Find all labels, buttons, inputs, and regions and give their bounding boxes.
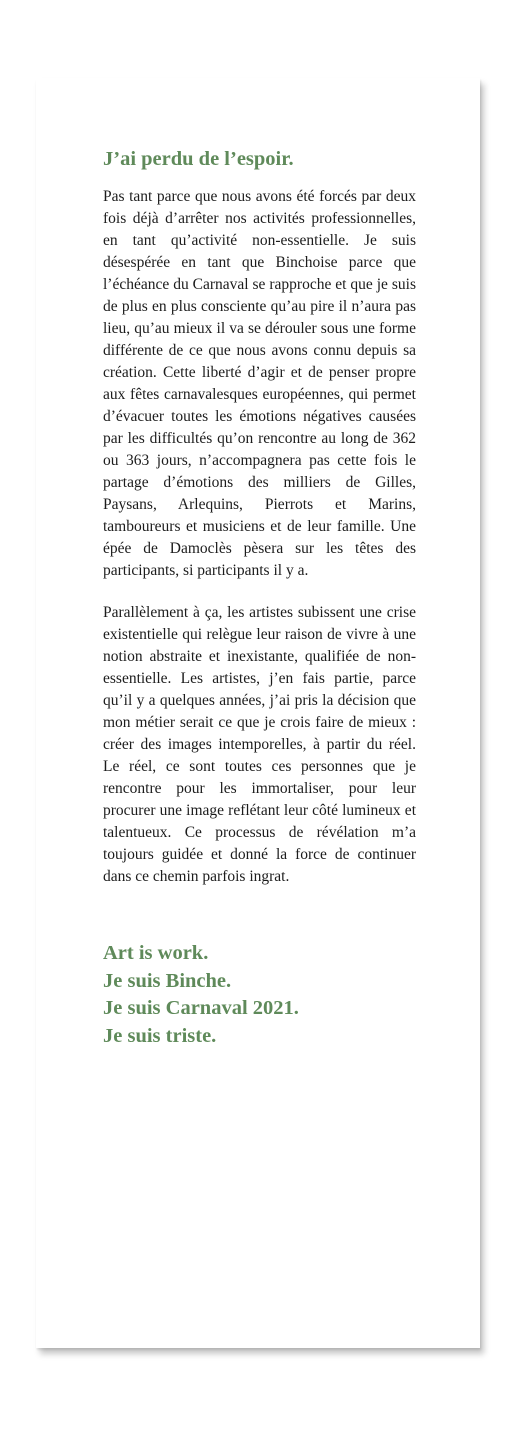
- document-page: [36, 78, 480, 1348]
- closing-line-1: Art is work.: [103, 942, 209, 964]
- closing-line-3: Je suis Carnaval 2021.: [103, 997, 299, 1019]
- closing-line-2: Je suis Binche.: [103, 969, 232, 992]
- closing-statements: [103, 940, 416, 1050]
- page-content: [103, 146, 416, 1050]
- body-paragraph-2: Parallèlement à ça, les artistes subissent une crise existentielle qui relègue leur raison de vivre à une notion abstraite et inexistante, qualifiée de non-essentielle. Les artistes, j’en fais partie, parce qu’il y a quelques années, j’ai pris la décision que mon métier serait ce que je crois faire de mieux : créer des images intemporelles, à partir du réel. Le réel, ce sont toutes ces personnes que je rencontre pour les immortaliser, pour leur procurer une image reflétant leur côté lumineux et talentueux. Ce processus de révélation m’a toujours guidée et donné la force de continuer dans ce chemin parfois ingrat.: [103, 604, 416, 885]
- page-title: J’ai perdu de l’espoir.: [103, 148, 294, 170]
- closing-line-4: Je suis triste.: [103, 1024, 217, 1047]
- body-paragraph-1: Pas tant parce que nous avons été forcés par deux fois déjà d’arrêter nos activités professionnelles, en tant qu’activité non-essentielle. Je suis désespérée en tant que Binchoise parce que l’échéance du Carnaval se rapproche et que je suis de plus en plus consciente qu’au pire il n’aura pas lieu, qu’au mieux il va se dérouler sous une forme différente de ce que nous avons connu depuis sa création. Cette liberté d’agir et de penser propre aux fêtes carnavalesques européennes, qui permet d’évacuer toutes les émotions négatives causées par les difficultés qu’on rencontre au long de 362 ou 363 jours, n’accompagnera pas cette fois le partage d’émotions des milliers de Gilles, Paysans, Arlequins, Pierrots et Marins, tamboureurs et musiciens et de leur famille. Une épée de Damoclès pèsera sur les têtes des participants, si participants il y a.: [103, 188, 416, 579]
